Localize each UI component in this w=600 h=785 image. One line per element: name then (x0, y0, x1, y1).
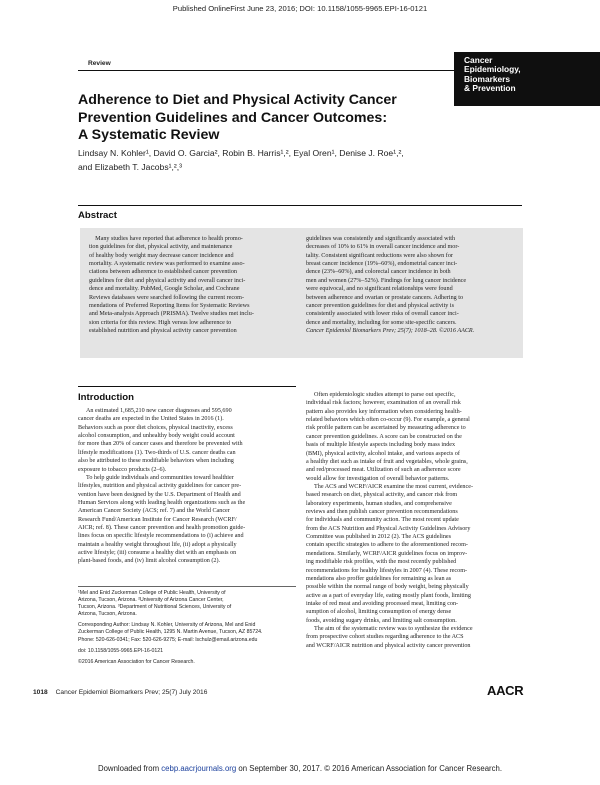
intro-left-column (78, 407, 295, 566)
corresponding-line: Phone: 520-626-0341; Fax: 520-626-9275; E-mail: lschulz@email.arizona.edu (78, 636, 258, 643)
text-line: cancer prevention guidelines for diet and physical activity is (306, 302, 455, 309)
text-line: reviews and then publish cancer prevention recommendations (306, 509, 458, 516)
text-line: were equivocal, and no significant relationships were found (306, 286, 453, 293)
text-line: between adherence and ovarian or prostate cancers. Adhering to (306, 294, 464, 301)
journal-reference: Cancer Epidemiol Biomarkers Prev; 25(7) July 2016 (55, 689, 208, 696)
text-line: would allow for investigation of overall behavior patterns. (306, 475, 450, 482)
download-notice (0, 764, 600, 773)
text-line: lines focus on specific lifestyle recommendations to (i) achieve and (78, 533, 244, 540)
author-list (78, 147, 458, 174)
affiliation-line: Arizona, Tucson, Arizona. (78, 611, 137, 618)
text-line: The aim of the systematic review was to synthesize the evidence (314, 626, 473, 633)
abstract-citation: Cancer Epidemiol Biomarkers Prev; 25(7); 1018–28. ©2016 AACR. (306, 327, 475, 334)
text-line: To help guide individuals and communities toward healthier (86, 474, 234, 481)
text-line: related behaviors which often co-occur (9). For example, a general (306, 417, 470, 424)
text-line: established nutrition and physical activity cancer prevention (89, 327, 237, 334)
text-line: contain specific strategies to adhere to the aforementioned recom- (306, 542, 468, 549)
text-line: ing modifiable risk profiles, with the most recently published (306, 559, 457, 566)
text-line: mortality. A systematic review was performed to examine asso- (89, 261, 245, 268)
text-line: for more than 20% of cancer cases and therefore be prevented with (78, 441, 243, 448)
text-line: possible within the normal range of body weight, being physically (306, 584, 469, 591)
intro-rule (78, 386, 296, 387)
abstract-heading: Abstract (78, 210, 117, 221)
article-title (78, 92, 450, 145)
text-line: Human Services along with leading health organizations such as the (78, 499, 246, 506)
text-line: Behaviors such as poor diet choices, physical inactivity, excess (78, 424, 233, 431)
aacr-logo: AACR (487, 683, 524, 698)
copyright-footnote: ©2016 American Association for Cancer Research. (78, 658, 195, 665)
text-line: cancer prevention guidelines. A score can be constructed on the (306, 433, 462, 440)
text-line: also be attributed to these modifiable behaviors when including (78, 458, 234, 465)
affiliation-line: Tucson, Arizona. ³Department of Nutritional Sciences, University of (78, 604, 232, 611)
title-line: A Systematic Review (78, 127, 220, 143)
section-label: Review (88, 60, 111, 67)
text-line: a healthy diet such as intake of fruit and vegetables, whole grains, (306, 458, 468, 465)
text-line: An estimated 1,685,210 new cancer diagnoses and 595,690 (86, 408, 232, 414)
text-line: vention have been designed by the U.S. Department of Health and (78, 491, 241, 498)
text-line: laboratory experiments, human studies, and comprehensive (306, 500, 452, 507)
abstract-left-column (89, 235, 296, 335)
text-line: risk profile pattern can be ascertained by measuring adherence to (306, 425, 466, 432)
text-line: pattern also provides key information when considering health- (306, 408, 462, 415)
affiliation-line: Arizona, Tucson, Arizona. ²University of Arizona Cancer Center, (78, 597, 224, 604)
text-line: foods, avoiding sugary drinks, and limiting salt consumption. (306, 617, 457, 624)
text-line: dence (23%–60%), and colorectal cancer incidence in both (306, 269, 451, 276)
text-line: and WCRF/AICR nutrition and physical activity cancer prevention (306, 642, 471, 649)
corresponding-line: Zuckerman College of Public Health, 1295 N. Martin Avenue, Tucson, AZ 85724. (78, 629, 263, 636)
text-line: from prospective cohort studies regarding adherence to the ACS (306, 634, 464, 641)
text-line: active as a part of everyday life, eating mostly plant foods, limiting (306, 592, 471, 599)
text-line: lifestyles, nutrition and physical activity guidelines for cancer pre- (78, 483, 242, 490)
journal-line: Epidemiology, (464, 64, 521, 75)
journal-line: & Prevention (464, 83, 516, 94)
corresponding-line: Corresponding Author: Lindsay N. Kohler, University of Arizona, Mel and Enid (78, 622, 256, 629)
text-line: and red/processed meat. Utilization of such an adherence score (306, 467, 461, 474)
journal-line: Biomarkers (464, 73, 511, 84)
text-line: Committee was published in 2012 (2). The ACS guidelines (306, 534, 452, 541)
text-line: dence and mortality. PubMed, Google Scholar, and Cochrane (89, 286, 240, 293)
download-text-end: on September 30, 2017. © 2016 American Association for Cancer Research. (236, 764, 503, 773)
text-line: consistently associated with lower risks of overall cancer inci- (306, 311, 459, 318)
text-line: Many studies have reported that adherence to health promo- (89, 236, 243, 242)
abstract-rule (78, 205, 522, 206)
text-line: AICR; ref. 8). These cancer prevention and health promotion guide- (78, 525, 246, 532)
body-right-column (306, 391, 522, 650)
intro-heading: Introduction (78, 392, 134, 403)
footnote-rule (78, 586, 296, 587)
header-rule (78, 70, 454, 71)
text-line: intake of red meat and avoiding processed meat, limiting con- (306, 600, 459, 607)
text-line: ciations between adherence to established cancer prevention (89, 269, 237, 276)
text-line: sion criteria for this review. High versus low adherence to (89, 319, 232, 326)
text-line: guidelines for diet and physical activity and overall cancer inci- (89, 277, 246, 284)
text-line: dence and mortality, including for some site-specific cancers. (306, 319, 457, 326)
text-line: decreases of 10% to 61% in overall cancer incidence and mor- (306, 244, 460, 251)
text-line: mendations of Preferred Reporting Items for Systematic Reviews (89, 302, 250, 309)
text-line: mendations. Similarly, WCRF/AICR guidelines focus on improv- (306, 550, 468, 557)
page-number: 1018 (33, 689, 48, 696)
text-line: individual risk factors; however, examination of an overall risk (306, 400, 461, 407)
text-line: active lifestyle; (iii) consume a healthy diet with an emphasis on (78, 550, 237, 557)
text-line: sumption of alcohol, limiting consumption of energy dense (306, 609, 452, 616)
footnotes (78, 590, 300, 666)
title-line: Adherence to Diet and Physical Activity Cancer (78, 92, 397, 108)
text-line: The ACS and WCRF/AICR examine the most current, evidence- (314, 483, 473, 490)
author-line: Lindsay N. Kohler¹, David O. Garcia², Robin B. Harris¹,², Eyal Oren¹, Denise J. Roe¹,², (78, 148, 404, 158)
text-line: Research Fund/American Institute for Cancer Research (WCRF/ (78, 516, 237, 523)
text-line: Often epidemiologic studies attempt to parse out specific, (314, 392, 456, 398)
text-line: from the ACS Nutrition and Physical Activity Guidelines Advisory (306, 525, 471, 532)
text-line: alcohol consumption, and unhealthy body weight could account (78, 433, 235, 440)
text-line: of healthy body weight may decrease cancer incidence and (89, 252, 234, 259)
text-line: men and women (27%–52%). Findings for lung cancer incidence (306, 277, 467, 284)
text-line: cancer deaths are expected in the United States in 2016 (1). (78, 416, 224, 423)
affiliation-line: ¹Mel and Enid Zuckerman College of Public Health, University of (78, 590, 226, 596)
text-line: maintain a healthy weight throughout life, (ii) adopt a physically (78, 541, 237, 548)
doi-header: Published OnlineFirst June 23, 2016; DOI: 10.1158/1055-9965.EPI-16-0121 (172, 4, 428, 13)
text-line: tion guidelines for diet, physical activity, and maintenance (89, 244, 233, 251)
text-line: Reviews databases were searched following the current recom- (89, 294, 244, 301)
page-footer (33, 689, 207, 696)
journal-line: Cancer (464, 55, 493, 65)
text-line: American Cancer Society (ACS; ref. 7) and the World Cancer (78, 508, 230, 515)
text-line: recommendations for healthy lifestyles in 2007 (4). These recom- (306, 567, 468, 574)
title-line: Prevention Guidelines and Cancer Outcomes: (78, 109, 388, 126)
text-line: basis of multiple lifestyle aspects including body mass index (306, 442, 456, 449)
journal-link[interactable]: cebp.aacrjournals.org (161, 764, 237, 773)
text-line: (BMI), physical activity, alcohol intake, and various aspects of (306, 450, 460, 457)
doi-footnote: doi: 10.1158/1055-9965.EPI-16-0121 (78, 647, 163, 654)
text-line: breast cancer incidence (19%–60%), endometrial cancer inci- (306, 261, 458, 268)
download-text: Downloaded from (97, 764, 162, 773)
author-line: and Elizabeth T. Jacobs¹,²,³ (78, 161, 182, 172)
text-line: tality. Consistent significant reductions were also shown for (306, 252, 453, 259)
text-line: and Meta-analysis Approach (PRISMA). Twelve studies met inclu- (89, 311, 254, 318)
text-line: based research on diet, physical activity, and cancer risk from (306, 492, 458, 499)
text-line: plant-based foods, and (iv) limit alcohol consumption (2). (78, 558, 221, 565)
text-line: for individuals and community action. The most recent update (306, 517, 459, 524)
journal-badge (454, 52, 600, 106)
text-line: lifestyle modifications (1). Two-thirds of U.S. cancer deaths can (78, 449, 236, 456)
text-line: exposure to tobacco products (2–6). (78, 466, 167, 473)
abstract-right-column (306, 235, 518, 335)
text-line: mendations also proffer guidelines for remaining as lean as (306, 575, 452, 582)
text-line: guidelines was consistently and significantly associated with (306, 236, 456, 242)
